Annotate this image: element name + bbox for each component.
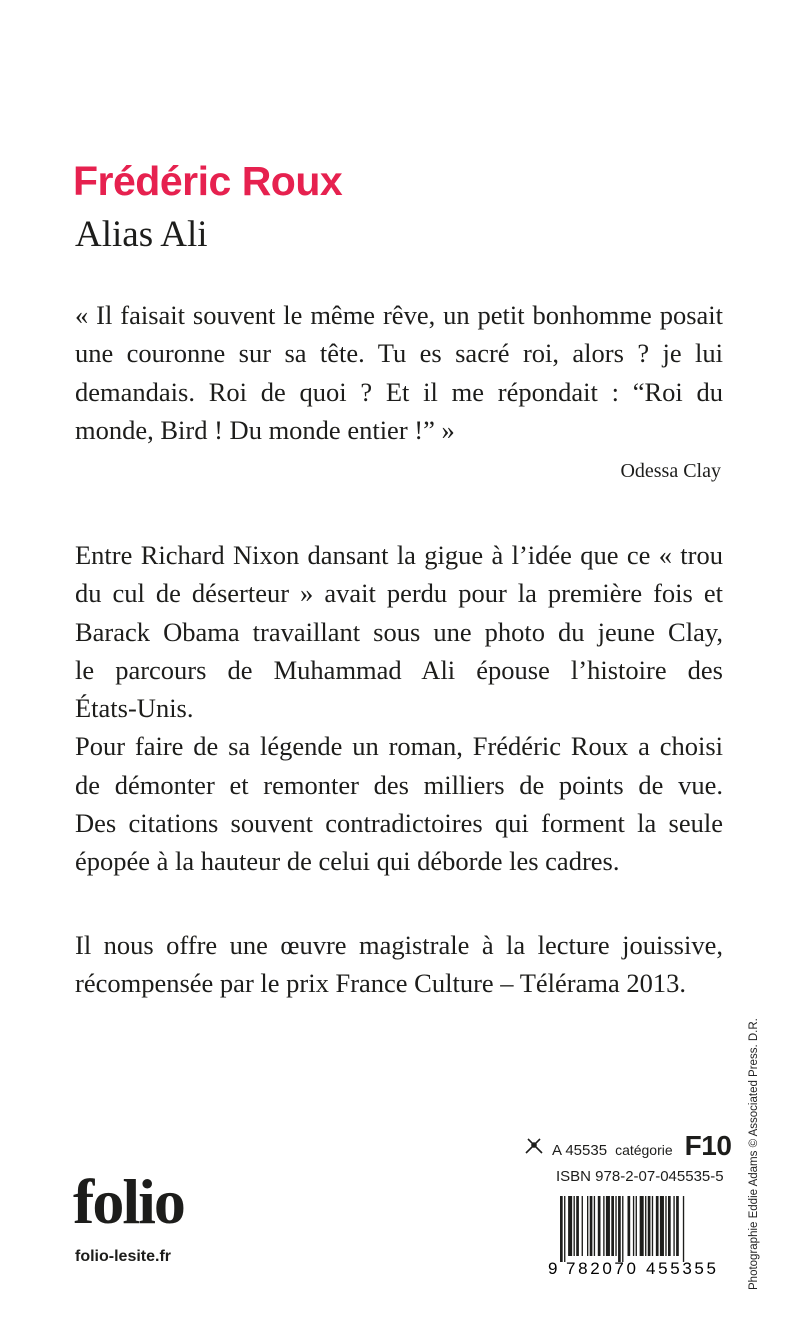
- barcode-group-2: 455355: [646, 1259, 716, 1276]
- text-line: épopée à la hauteur de celui qui déborde les cadres.: [75, 846, 620, 877]
- barcode-bar: [560, 1196, 563, 1262]
- quote-line: « Il faisait souvent le même rêve, un petit bonhomme posait: [75, 300, 723, 330]
- barcode-bar: [676, 1196, 679, 1256]
- barcode-bar: [628, 1196, 631, 1256]
- barcode-bar: [568, 1196, 572, 1256]
- barcode-bar: [633, 1196, 634, 1256]
- barcode-bar: [618, 1196, 621, 1262]
- author-name: Frédéric Roux: [73, 158, 343, 204]
- barcode-bar: [590, 1196, 593, 1256]
- barcode-bar: [594, 1196, 595, 1256]
- barcode-bar: [564, 1196, 565, 1262]
- barcode: [548, 1196, 724, 1276]
- publisher-website: folio-lesite.fr: [75, 1248, 172, 1265]
- publisher-symbol-icon: [524, 1137, 544, 1159]
- text-line: Pour faire de sa légende un roman, Frédéric Roux a choisi: [75, 731, 723, 762]
- text-line: du cul de déserteur » avait perdu pour la première fois et: [75, 578, 723, 609]
- barcode-bar: [576, 1196, 579, 1256]
- paragraph-3: [75, 926, 723, 1003]
- barcode-bar: [648, 1196, 651, 1256]
- quote-line: une couronne sur sa tête. Tu es sacré roi, alors ? je lui: [75, 338, 723, 369]
- barcode-group-1: 782070: [566, 1259, 636, 1276]
- text-line: Il nous offre une œuvre magistrale à la lecture jouissive,: [75, 930, 723, 960]
- barcode-bar: [574, 1196, 575, 1256]
- catalog-number: A 45535: [552, 1142, 608, 1159]
- barcode-bar: [598, 1196, 601, 1256]
- text-line: Entre Richard Nixon dansant la gigue à l’idée que ce « trou: [75, 540, 723, 570]
- barcode-bar: [587, 1196, 588, 1256]
- barcode-bar: [611, 1196, 614, 1256]
- barcode-bar: [640, 1196, 644, 1256]
- quote-block: [75, 296, 723, 449]
- text-line: Barack Obama travaillant sous une photo du jeune Clay,: [75, 616, 723, 647]
- barcode-bar: [636, 1196, 637, 1256]
- text-line: récompensée par le prix France Culture – Télérama 2013.: [75, 968, 686, 999]
- text-line: le parcours de Muhammad Ali épouse l’histoire des: [75, 654, 723, 685]
- barcode-bar: [673, 1196, 674, 1256]
- barcode-bar: [603, 1196, 604, 1256]
- isbn: ISBN 978-2-07-045535-5: [556, 1168, 724, 1185]
- quote-line: monde, Bird ! Du monde entier !” »: [75, 414, 455, 445]
- barcode-bar: [683, 1196, 684, 1262]
- barcode-bar: [652, 1196, 653, 1256]
- barcode-lead-digit: 9: [548, 1259, 558, 1276]
- barcode-bar: [665, 1196, 666, 1256]
- photo-credit: Photographie Eddie Adams © Associated Press. D.R.: [748, 1018, 760, 1290]
- barcode-bar: [645, 1196, 646, 1256]
- catalog-code: [524, 1130, 731, 1162]
- category-label: catégorie: [615, 1142, 673, 1158]
- publisher-logo: folio: [73, 1166, 184, 1237]
- paragraph-1: [75, 536, 723, 881]
- barcode-bar: [660, 1196, 664, 1256]
- barcode-bar: [615, 1196, 616, 1256]
- barcode-bar: [656, 1196, 659, 1256]
- barcode-bar: [582, 1196, 583, 1256]
- barcode-bar: [622, 1196, 623, 1262]
- quote-line: demandais. Roi de quoi ? Et il me répondait : “Roi du: [75, 376, 723, 407]
- book-title: Alias Ali: [75, 214, 208, 255]
- text-line: Des citations souvent contradictoires qui forment la seule: [75, 808, 723, 839]
- barcode-graphic: [548, 1196, 724, 1276]
- barcode-bar: [606, 1196, 610, 1256]
- quote-attribution: Odessa Clay: [620, 460, 721, 482]
- text-line: États-Unis.: [75, 693, 194, 724]
- text-line: de démonter et remonter des milliers de points de vue.: [75, 769, 723, 800]
- barcode-bar: [668, 1196, 671, 1256]
- category-value: F10: [684, 1130, 732, 1161]
